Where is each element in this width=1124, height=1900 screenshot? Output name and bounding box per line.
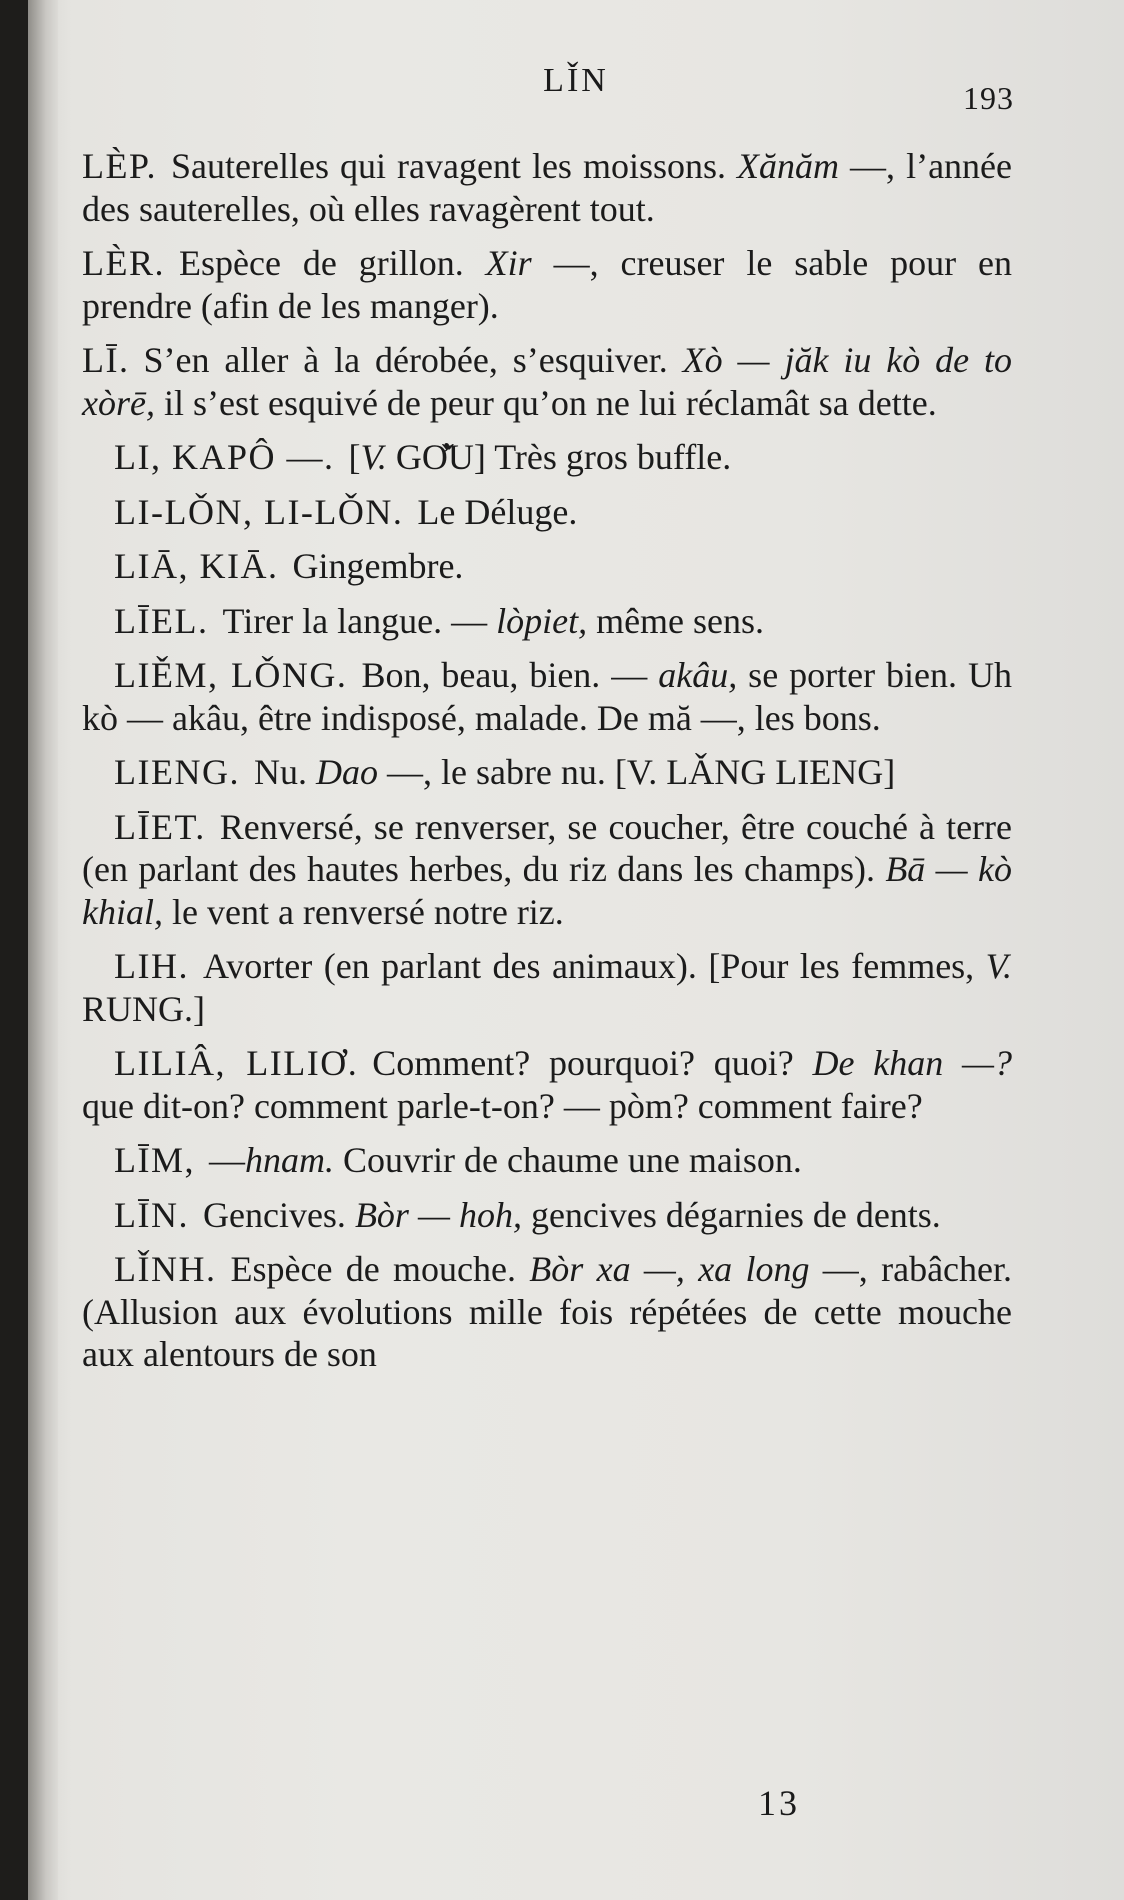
- entry-li-kapo: LI, KAPÔ —. [V. GƠ̌U] Très gros buffle.: [114, 437, 732, 477]
- entry-li-macron: LĪ. S’en aller à la dérobée, s’esquiver. Xò — jăk iu kò de to xòrē, il s’est esquivé de peur qu’on ne lui réclamât sa dette.: [82, 340, 1012, 423]
- entry-liem: LIĚM, LǑNG. Bon, beau, bien. — akâu, se porter bien. Uh kò — akâu, être indisposé, malade. De mă —, les bons.: [82, 655, 1012, 738]
- dictionary-entries: [82, 145, 1012, 1388]
- running-head: LǏN: [543, 62, 609, 99]
- entry-lieng: LIENG. Nu. Dao —, le sabre nu. [V. LǍNG LIENG]: [114, 752, 896, 792]
- entry-ler: LÈR. Espèce de grillon. Xir —, creuser le sable pour en prendre (afin de les manger).: [82, 243, 1012, 326]
- entry-lep: LÈP. Sauterelles qui ravagent les moissons. Xănăm —, l’année des sauterelles, où elles ravagèrent tout.: [82, 146, 1013, 229]
- entry-lia: LIĀ, KIĀ. Gingembre.: [114, 546, 464, 586]
- entry-lin: LĪN. Gencives. Bòr — hoh, gencives dégarnies de dents.: [114, 1194, 941, 1235]
- entry-liel: LĪEL. Tirer la langue. — lòpiet, même sens.: [114, 600, 765, 641]
- entry-lilia: LILIÂ, LILIƠ. Comment? pourquoi? quoi? De khan —? que dit-on? comment parle-t-on? — pòm? comment faire?: [82, 1043, 1012, 1126]
- entry-liet: LĪET. Renversé, se renverser, se coucher, être couché à terre (en parlant des hautes herbes, du riz dans les champs). Bā — kò khial, le vent a renversé notre riz.: [82, 806, 1013, 932]
- entry-lih: LIH. Avorter (en parlant des animaux). [Pour les femmes, V. RUNG.]: [82, 946, 1012, 1029]
- entry-li-lon: LI-LǑN, LI-LǑN. Le Déluge.: [114, 491, 578, 532]
- entry-lim: LĪM, —hnam. Couvrir de chaume une maison.: [114, 1140, 802, 1180]
- page-number: 193: [963, 80, 1014, 116]
- signature-mark: 13: [758, 1783, 800, 1823]
- book-spine: [28, 0, 58, 1900]
- entry-linh: LǏNH. Espèce de mouche. Bòr xa —, xa long —, rabâcher. (Allusion aux évolutions mille fois répétées de cette mouche aux alentours de son: [82, 1249, 1013, 1374]
- book-page: [28, 0, 1124, 1900]
